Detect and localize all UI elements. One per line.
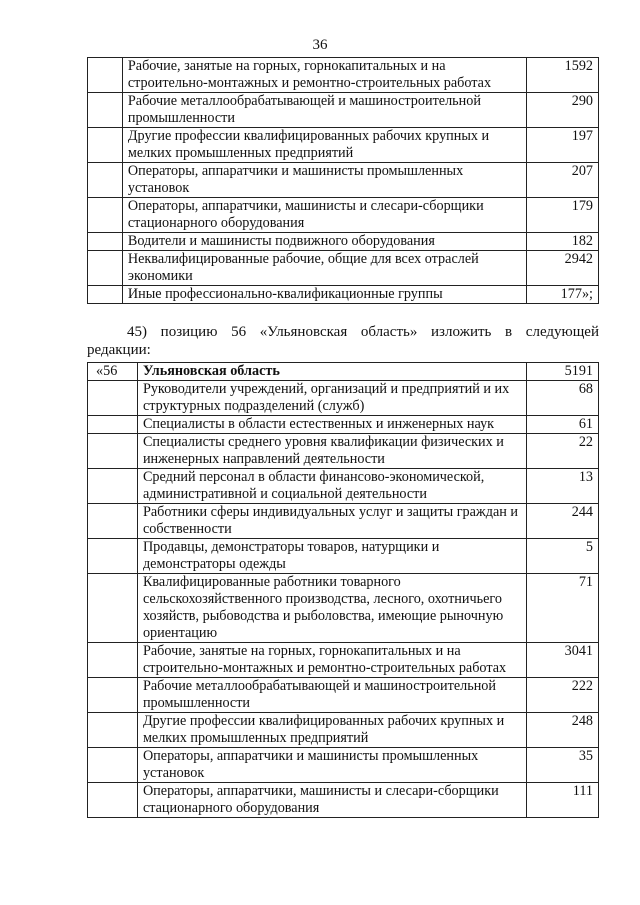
row-value: 22 [527,434,599,469]
blank-cell [88,783,138,818]
row-label: Рабочие металлообрабатывающей и машиностроительной промышленности [122,93,526,128]
row-label: Операторы, аппаратчики и машинисты промышленных установок [122,163,526,198]
page-number: 36 [312,37,328,53]
row-value: 35 [527,748,599,783]
row-value: 207 [527,163,599,198]
table-row [88,469,599,504]
paragraph-line-2: редакции: [87,342,151,358]
row-value: 244 [527,504,599,539]
row-label: Операторы, аппаратчики, машинисты и слесари-сборщики стационарного оборудования [122,198,526,233]
row-value: 182 [527,233,599,251]
row-value: 179 [527,198,599,233]
table-row [88,713,599,748]
blank-cell [88,678,138,713]
table-row [88,748,599,783]
row-label: Водители и машинисты подвижного оборудования [122,233,526,251]
blank-cell [88,539,138,574]
table-row [88,643,599,678]
row-value: 1592 [527,58,599,93]
blank-cell [88,504,138,539]
amendment-paragraph [87,323,599,359]
blank-cell [88,643,138,678]
row-label: Рабочие, занятые на горных, горнокапитальных и на строительно-монтажных и ремонтно-строительных работах [122,58,526,93]
table-row [88,93,599,128]
blank-cell [88,198,123,233]
table-row [88,783,599,818]
blank-cell [88,381,138,416]
row-label: Иные профессионально-квалификационные группы [122,286,526,304]
blank-cell [88,469,138,504]
region-code: «56 [88,363,138,381]
table-row [88,198,599,233]
table-row [88,416,599,434]
table-row [88,251,599,286]
table-row [88,539,599,574]
row-value: 71 [527,574,599,643]
blank-cell [88,93,123,128]
paragraph-line-1: 45) позицию 56 «Ульяновская область» изложить в следующей [127,324,599,340]
table-row [88,504,599,539]
row-label: Неквалифицированные рабочие, общие для всех отраслей экономики [122,251,526,286]
region-total: 5191 [527,363,599,381]
row-label: Операторы, аппаратчики и машинисты промышленных установок [137,748,526,783]
bottom-table [87,362,599,818]
top-table [87,57,599,304]
row-value: 177»; [527,286,599,304]
row-label: Средний персонал в области финансово-экономической, административной и социальной деятельности [137,469,526,504]
row-label: Работники сферы индивидуальных услуг и защиты граждан и собственности [137,504,526,539]
row-value: 248 [527,713,599,748]
table-row [88,128,599,163]
row-label: Другие профессии квалифицированных рабочих крупных и мелких промышленных предприятий [137,713,526,748]
table-row [88,233,599,251]
region-header-row [88,363,599,381]
blank-cell [88,748,138,783]
blank-cell [88,163,123,198]
table-row [88,163,599,198]
row-label: Специалисты в области естественных и инженерных наук [137,416,526,434]
row-value: 111 [527,783,599,818]
table-row [88,574,599,643]
blank-cell [88,713,138,748]
row-label: Операторы, аппаратчики, машинисты и слесари-сборщики стационарного оборудования [137,783,526,818]
blank-cell [88,251,123,286]
row-label: Руководители учреждений, организаций и предприятий и их структурных подразделений (служб) [137,381,526,416]
blank-cell [88,233,123,251]
blank-cell [88,434,138,469]
row-value: 13 [527,469,599,504]
row-value: 2942 [527,251,599,286]
row-label: Другие профессии квалифицированных рабочих крупных и мелких промышленных предприятий [122,128,526,163]
row-label: Рабочие металлообрабатывающей и машиностроительной промышленности [137,678,526,713]
row-value: 61 [527,416,599,434]
row-label: Рабочие, занятые на горных, горнокапитальных и на строительно-монтажных и ремонтно-строительных работах [137,643,526,678]
row-value: 197 [527,128,599,163]
row-value: 3041 [527,643,599,678]
region-name: Ульяновская область [137,363,526,381]
table-row [88,381,599,416]
table-row [88,58,599,93]
row-value: 68 [527,381,599,416]
blank-cell [88,574,138,643]
row-value: 290 [527,93,599,128]
blank-cell [88,416,138,434]
row-label: Специалисты среднего уровня квалификации физических и инженерных направлений деятельности [137,434,526,469]
table-row [88,678,599,713]
row-value: 222 [527,678,599,713]
row-label: Продавцы, демонстраторы товаров, натурщики и демонстраторы одежды [137,539,526,574]
table-row [88,434,599,469]
blank-cell [88,58,123,93]
row-label: Квалифицированные работники товарного сельскохозяйственного производства, лесного, охотничьего хозяйств, рыбоводства и рыболовства, имеющие рыночную ориентацию [137,574,526,643]
blank-cell [88,286,123,304]
table-row [88,286,599,304]
blank-cell [88,128,123,163]
row-value: 5 [527,539,599,574]
